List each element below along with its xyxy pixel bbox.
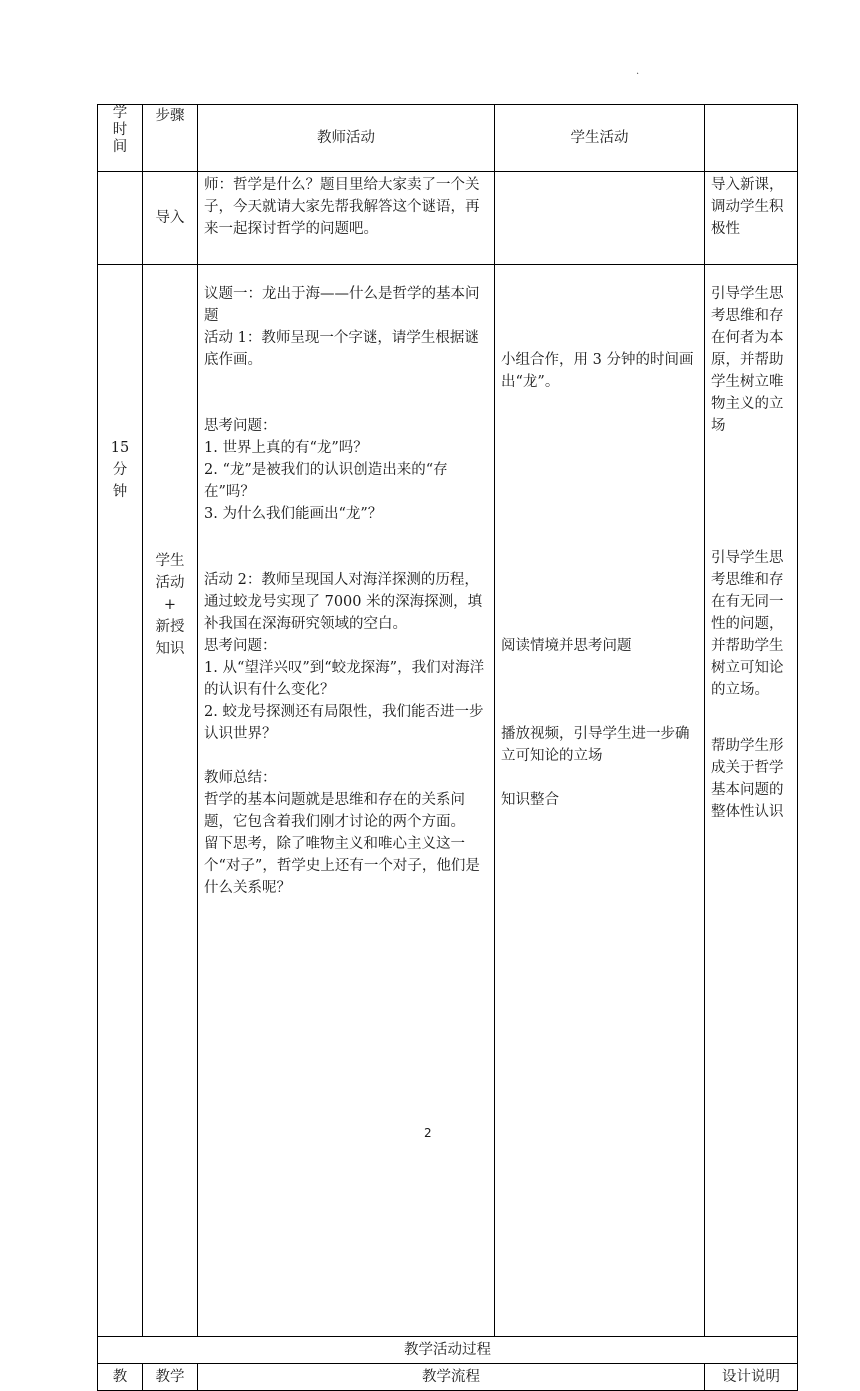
student-step-3: 播放视频，引导学生进一步确立可知论的立场 <box>501 726 690 764</box>
table-row-intro <box>98 172 798 265</box>
header-note <box>705 105 798 172</box>
think-title-one: 思考问题： <box>204 418 277 434</box>
think-two-q2: 2. 蛟龙号探测还有局限性，我们能否进一步认识世界？ <box>204 704 484 742</box>
note-1: 引导学生思考思维和存在何者为本原，并帮助学生树立唯物主义的立场 <box>711 286 784 434</box>
summary-two: 留下思考，除了唯物主义和唯心主义这一个“对子”，哲学史上还有一个对子，他们是什么关系呢？ <box>204 836 480 896</box>
header-time: 学 时 间 <box>98 105 143 172</box>
main-teacher <box>198 265 495 1337</box>
intro-student <box>495 172 705 265</box>
activity-one: 活动 1：教师呈现一个字谜，请学生根据谜底作画。 <box>204 330 479 368</box>
main-time: 15 分 钟 <box>98 265 143 1337</box>
table-header-row <box>98 105 798 172</box>
header-dot: . <box>636 66 640 77</box>
header-teacher-activity: 教师活动 <box>198 105 495 172</box>
note-3: 帮助学生形成关于哲学基本问题的整体性认识 <box>711 738 784 820</box>
process-col-4: 设计说明 <box>705 1364 798 1391</box>
process-col-2: 教学 <box>143 1364 198 1391</box>
think-one-q1: 1. 世界上真的有“龙”吗？ <box>204 440 368 456</box>
intro-teacher: 师：哲学是什么？题目里给大家卖了一个关子，今天就请大家先帮我解答这个谜语，再来一起探讨哲学的问题吧。 <box>198 172 495 265</box>
table-row-main <box>98 265 798 1337</box>
lesson-table <box>97 104 798 1391</box>
main-step: 学生 活动 + 新授 知识 <box>143 265 198 1337</box>
process-title: 教学活动过程 <box>98 1337 798 1364</box>
main-student <box>495 265 705 1337</box>
student-step-2: 阅读情境并思考问题 <box>501 638 632 654</box>
intro-step: 导入 <box>143 172 198 265</box>
student-step-4: 知识整合 <box>501 792 559 808</box>
think-title-two: 思考问题： <box>204 638 277 654</box>
intro-time-cell <box>98 172 143 265</box>
think-two-q1: 1. 从“望洋兴叹”到“蛟龙探海”，我们对海洋的认识有什么变化？ <box>204 660 485 698</box>
page-number: 2 <box>424 1126 432 1140</box>
header-student-activity: 学生活动 <box>495 105 705 172</box>
process-header-row <box>98 1364 798 1391</box>
think-one-q2: 2. “龙”是被我们的认识创造出来的“存在”吗？ <box>204 462 448 500</box>
summary-one: 哲学的基本问题就是思维和存在的关系问题，它包含着我们刚才讨论的两个方面。 <box>204 792 465 830</box>
header-step: 步骤 <box>143 105 198 172</box>
process-title-row <box>98 1337 798 1364</box>
activity-two: 活动 2：教师呈现国人对海洋探测的历程，通过蛟龙号实现了 7000 米的深海探测，填补我国在深海研究领域的空白。 <box>204 572 483 632</box>
intro-note: 导入新课，调动学生积极性 <box>705 172 798 265</box>
student-step-1: 小组合作，用 3 分钟的时间画出“龙”。 <box>501 352 694 390</box>
process-col-1: 教 <box>98 1364 143 1391</box>
process-col-3: 教学流程 <box>198 1364 705 1391</box>
topic-one: 议题一：龙出于海——什么是哲学的基本问题 <box>204 286 480 324</box>
summary-title: 教师总结： <box>204 770 277 786</box>
main-note <box>705 265 798 1337</box>
note-2: 引导学生思考思维和存在有无同一性的问题，并帮助学生树立可知论的立场。 <box>711 550 784 698</box>
think-one-q3: 3. 为什么我们能画出“龙”？ <box>204 506 383 522</box>
